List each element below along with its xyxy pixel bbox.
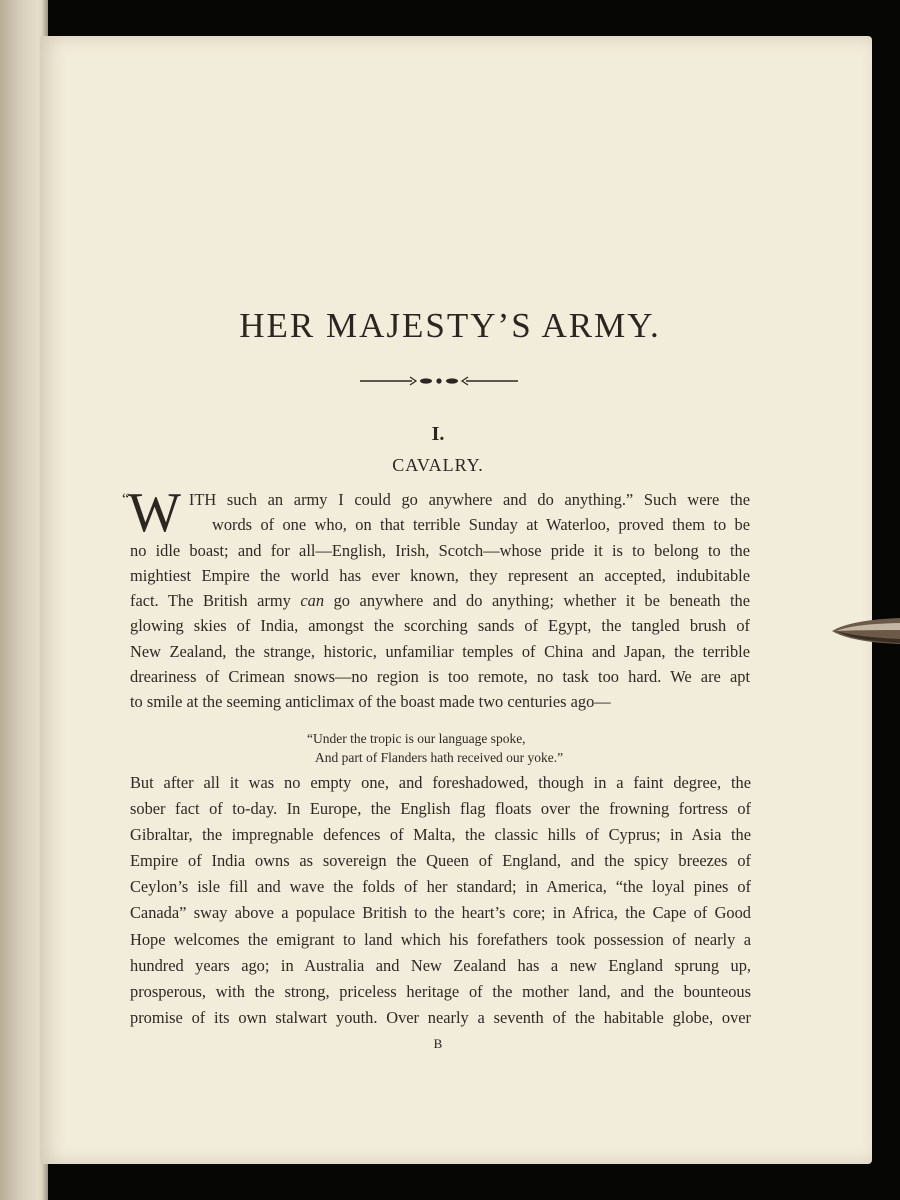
text-line: ITH such an army I could go anywhere and do anything.” Such were the <box>188 490 750 509</box>
text-line: But after all it was no empty one, and foreshadowed, though in a faint degree, the <box>130 773 751 792</box>
text-line: Gibraltar, the impregnable defences of Malta, the classic hills of Cyprus; in Asia the <box>130 825 751 845</box>
italic-word: can <box>300 591 325 611</box>
section-title: CAVALRY. <box>392 455 484 475</box>
text-line: prosperous, with the strong, priceless heritage of the mother land, and the bounteous <box>130 981 751 1001</box>
page-title: HER MAJESTY’S ARMY. <box>239 306 661 345</box>
section-number: I. <box>431 423 445 445</box>
text-line: glowing skies of India, amongst the scorching sands of Egypt, the tangled brush of <box>130 616 750 636</box>
paragraph-2 <box>130 770 751 1031</box>
text-line: hundred years ago; in Australia and New Zealand has a new England sprung up, <box>130 955 751 975</box>
text-line: promise of its own stalwart youth. Over nearly a seventh of the habitable globe, over <box>130 1007 751 1027</box>
text-line: Canada” sway above a populace British to the heart’s core; in Africa, the Cape of Good <box>130 903 751 923</box>
opening-quote: “ <box>122 491 130 508</box>
text-line: mightiest Empire the world has ever known, they represent an accepted, indubitable <box>130 565 750 585</box>
text-fragment: fact. The British army <box>130 591 301 611</box>
paragraph-1 <box>122 482 750 715</box>
text-line: Empire of India owns as sovereign the Queen of England, and the spicy breezes of <box>130 851 751 871</box>
ornament-divider <box>360 374 518 388</box>
text-line: sober fact of to-day. In Europe, the English flag floats over the frowning fortress of <box>130 799 751 819</box>
text-line: no idle boast; and for all—English, Irish, Scotch—whose pride it is to belong to the <box>130 540 750 560</box>
text-line: Hope welcomes the emigrant to land which his forefathers took possession of nearly a <box>130 929 751 949</box>
drop-cap: W <box>128 482 181 544</box>
verse-line: And part of Flanders hath received our yoke.” <box>315 749 564 765</box>
text-fragment: go anywhere and do anything; whether it be beneath the <box>324 591 750 611</box>
text-line: New Zealand, the strange, historic, unfamiliar temples of China and Japan, the terrible <box>130 641 750 661</box>
text-line: Ceylon’s isle fill and wave the folds of her standard; in America, “the loyal pines of <box>130 877 751 897</box>
text-line: to smile at the seeming anticlimax of the boast made two centuries ago— <box>130 692 611 712</box>
signature-mark: B <box>433 1036 443 1051</box>
text-line: words of one who, on that terrible Sunday at Waterloo, proved them to be <box>212 515 750 535</box>
text-line <box>130 588 750 613</box>
text-line: dreariness of Crimean snows—no region is too remote, no task too hard. We are apt <box>130 667 750 687</box>
verse-quotation <box>307 730 563 767</box>
pen-clip-icon <box>830 610 900 652</box>
verse-line: “Under the tropic is our language spoke, <box>307 731 526 746</box>
